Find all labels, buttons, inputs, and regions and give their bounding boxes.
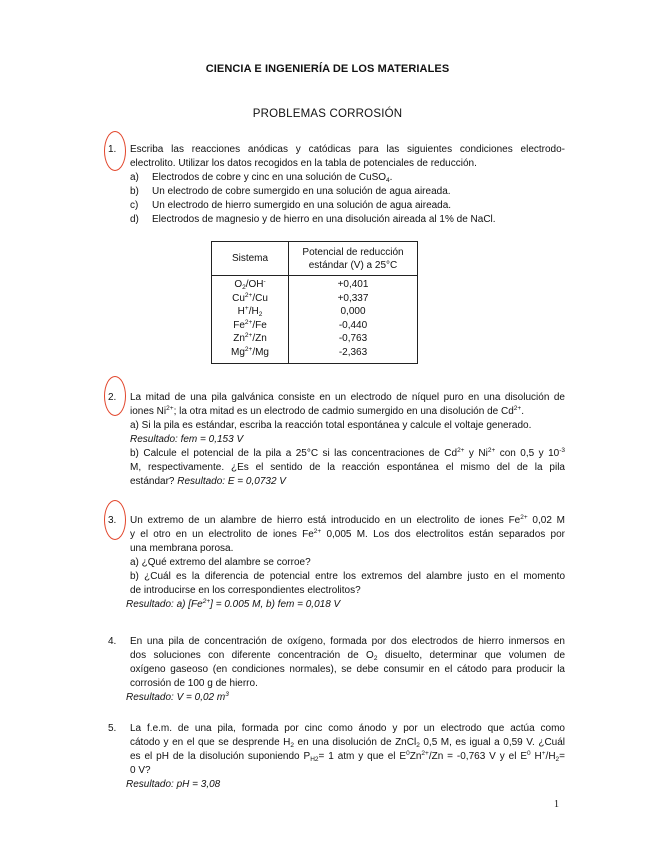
problem-text-line: de introducirse en los correspondientes electrolitos?: [130, 585, 361, 596]
problem-4: [108, 635, 565, 705]
problem-text-line: y el otro en un electrolito de iones $Fe^{2+}$ 0,005 M. Los dos electrolitos están separados por: [130, 528, 565, 540]
problem-result: Resultado: E = 0,0732 V: [177, 476, 286, 487]
problem-text-line: iones $Ni^{2+}$; la otra mitad es un electrodo de cadmio sumergido en una disolución de $Cd^{2+}$.: [130, 405, 524, 417]
problem-text-line: estándar? Resultado: E = 0,0732 V: [130, 476, 286, 487]
list-item: [130, 213, 565, 227]
problem-text-line: Un extremo de un alambre de hierro está introducido en un electrolito de iones $Fe^{2+}$ 0,02 M: [130, 514, 565, 526]
table-cell: -0,763: [338, 333, 368, 345]
problem-text-line: dos soluciones con diferente concentración de $O_2$ disuelto, determinar que volumen de: [130, 650, 565, 662]
table-cell: -0,440: [338, 319, 368, 331]
problem-text-line: M, respectivamente. ¿Es el sentido de la reacción espontánea el mismo del de la pila: [130, 462, 565, 473]
problem-1: [108, 143, 565, 227]
list-item-label: d): [130, 214, 139, 225]
problem-result: Resultado: V = 0,02 $m^3$: [126, 691, 229, 703]
list-item-text: Un electrodo de cobre sumergido en una solución de agua aireada.: [152, 186, 451, 197]
problem-text-line: La f.e.m. de una pila, formada por cinc como ánodo y por un electrodo que actúa como: [130, 723, 565, 734]
list-item-text: Electrodos de magnesio y de hierro en una disolución aireada al 1% de NaCl.: [152, 214, 496, 225]
problem-text-line: corrosión de 100 g de hierro.: [130, 678, 258, 689]
problem-number: 2.: [108, 392, 117, 403]
table-cell: 0,000: [340, 306, 366, 318]
problem-text-line: oxígeno gaseoso (en condiciones normales), se debe consumir en el cátodo para producir la: [130, 664, 565, 675]
list-item-text: Electrodos de cobre y cinc en una solución de CuSO$_4$.: [152, 172, 393, 184]
table-cell: -2,363: [338, 346, 368, 358]
problem-number: 4.: [108, 636, 117, 647]
table-cell: $H^+/H_2$: [237, 305, 263, 319]
table-header-system: Sistema: [212, 242, 289, 276]
table-body-row: [212, 276, 418, 364]
table-cell: $O_2/OH^-$: [234, 278, 266, 291]
table-cell: $Zn^{2+}/Zn$: [233, 332, 267, 345]
problem-result: Resultado: a) $[Fe^{2+}] = 0.005$ M, b) fem = 0,018 V: [126, 598, 341, 610]
problem-number: 5.: [108, 723, 117, 734]
problem-result: Resultado: pH = 3,08: [126, 779, 221, 790]
list-item-label: c): [130, 200, 139, 211]
section-title: PROBLEMAS CORROSIÓN: [252, 108, 403, 120]
table-potential-column: [289, 276, 418, 364]
problem-text-line: una membrana porosa.: [130, 543, 234, 554]
problem-part-b: b) ¿Cuál es la diferencia de potencial entre los extremos del alambre justo en el momento: [130, 571, 565, 582]
list-item-label: b): [130, 186, 139, 197]
problem-text-line: es el pH de la disolución suponiendo $P_{H2}= 1$ atm y que el $E^0Zn^{2+}/Zn = -0,763$ V y el $E^0$ $H^+/H_2=$: [130, 750, 566, 763]
problem-text-line: cátodo y en el que se desprende $H_2$ en una disolución de ZnCl$_2$ 0,5 M, es igual a 0,59 V. ¿Cuál: [130, 737, 566, 749]
problem-number: 3.: [108, 515, 117, 526]
problem-part-a: a) Si la pila es estándar, escriba la reacción total espontánea y calcule el voltaje generado.: [130, 420, 532, 431]
list-item-text: Un electrodo de hierro sumergido en una solución de agua aireada.: [152, 200, 452, 211]
problem-text-line: electrolito. Utilizar los datos recogidos en la tabla de potenciales de reducción.: [130, 158, 477, 169]
list-item-label: a): [130, 172, 139, 183]
list-item: [130, 185, 565, 199]
reduction-potential-table: [211, 241, 418, 364]
page-number: 1: [554, 799, 559, 810]
problem-result: Resultado: fem = 0,153 V: [130, 434, 244, 445]
problem-number: 1.: [108, 144, 117, 155]
problem-text-line: La mitad de una pila galvánica consiste en un electrodo de níquel puro en una disolución de: [130, 392, 565, 403]
problem-text-line: Escriba las reacciones anódicas y catódicas para las siguientes condiciones electrodo-: [130, 144, 565, 155]
problem-part-a: a) ¿Qué extremo del alambre se corroe?: [130, 557, 311, 568]
table-header-row: [212, 242, 418, 276]
problem-5: [108, 722, 565, 792]
problem-part-b: b) Calcule el potencial de la pila a 25°C si las concentraciones de $Cd^{2+}$ y $Ni^{2+}$ con 0,5 y $10^{-3}$: [130, 447, 566, 459]
table-header-potential: Potencial de reducción estándar (V) a 25°C: [289, 242, 418, 276]
table-cell: $Mg^{2+}/Mg$: [231, 345, 269, 358]
table-cell: $Cu^{2+}/Cu$: [232, 291, 268, 304]
table-cell: +0,401: [337, 279, 369, 290]
problem-2: [108, 391, 565, 489]
problem-3: [108, 514, 565, 612]
list-item: [130, 171, 565, 185]
list-item: [130, 199, 565, 213]
problem-text-line: En una pila de concentración de oxígeno, formada por dos electrodos de hierro inmersos en: [130, 636, 565, 647]
course-title: CIENCIA E INGENIERÍA DE LOS MATERIALES: [205, 63, 450, 75]
table-cell: $Fe^{2+}/Fe$: [233, 318, 267, 331]
table-system-column: [212, 276, 289, 364]
problem-text-line: 0 V?: [130, 765, 151, 776]
table-cell: +0,337: [337, 292, 369, 304]
